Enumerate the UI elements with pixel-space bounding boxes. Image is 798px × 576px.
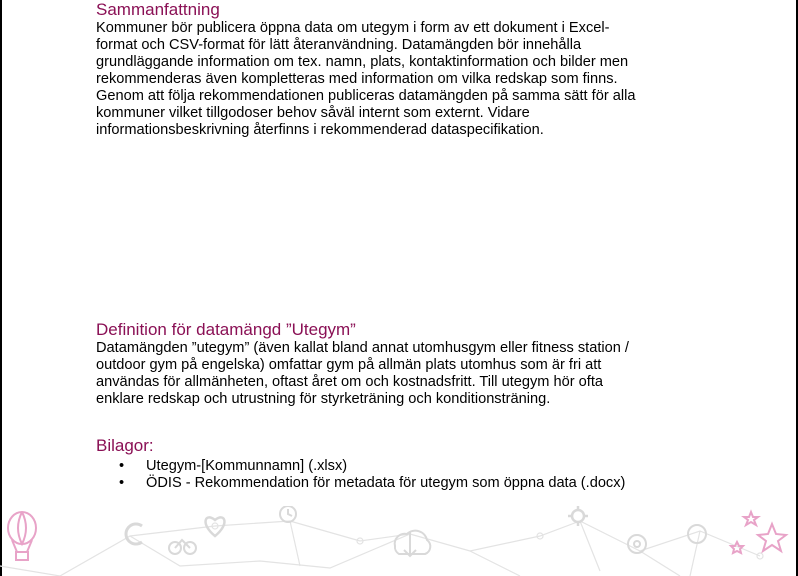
- summary-line: informationsbeskrivning återfinns i rekommenderad dataspecifikation.: [96, 122, 544, 138]
- summary-line: grundläggande information om tex. namn, plats, kontaktinformation och bilder men: [96, 54, 629, 70]
- summary-line: Kommuner bör publicera öppna data om utegym i form av ett dokument i Excel-: [96, 20, 610, 36]
- clock-icon: [280, 506, 296, 522]
- attachments-list: [96, 458, 716, 492]
- attachment-item-xlsx: [119, 458, 716, 475]
- attachment-label: Utegym-[Kommunnamn] (.xlsx): [146, 458, 348, 474]
- summary-section: [96, 0, 716, 139]
- summary-line: format och CSV-format för lätt återanvändning. Datamängden bör innehålla: [96, 37, 582, 53]
- hot-air-balloon-icon: [8, 512, 36, 560]
- summary-line: kommuner vilket tillgodoser behov såväl internt som externt. Vidare: [96, 105, 530, 121]
- star-icon: [731, 512, 786, 553]
- bullet: •: [119, 475, 125, 491]
- definition-heading: Definition för datamängd ”Utegym”: [96, 320, 356, 339]
- definition-line: användas för allmänheten, oftast året om och kostnadsfritt. Till utegym hör ofta: [96, 374, 603, 390]
- definition-section: [96, 320, 716, 408]
- definition-paragraph: [96, 340, 716, 408]
- bicycle-icon: [169, 540, 196, 554]
- location-icon: [628, 525, 706, 553]
- summary-line: rekommenderas även kompletteras med information om vilka redskap som finns.: [96, 71, 618, 87]
- definition-line: Datamängden ”utegym” (även kallat bland annat utomhusgym eller fitness station /: [96, 340, 629, 356]
- summary-paragraph: [96, 20, 716, 139]
- definition-line: outdoor gym på engelska) omfattar gym på allmän plats utomhus som är fri att: [96, 357, 602, 373]
- bullet: •: [119, 458, 125, 474]
- attachment-item-docx: [119, 475, 716, 492]
- footer-decoration: [0, 506, 798, 576]
- summary-heading: Sammanfattning: [96, 0, 220, 19]
- summary-line: Genom att följa rekommendationen publiceras datamängden på samma sätt för alla: [96, 88, 636, 104]
- refresh-icon: [126, 524, 142, 544]
- page-border-left: [0, 0, 2, 576]
- footer-illustration: [0, 506, 798, 576]
- attachments-heading: Bilagor:: [96, 436, 154, 455]
- network-lines: [0, 521, 763, 576]
- attachment-label: ÖDIS - Rekommendation för metadata för utegym som öppna data (.docx): [146, 475, 626, 491]
- definition-line: enklare redskap och utrustning för styrketräning och konditionsträning.: [96, 391, 551, 407]
- attachments-section: [96, 436, 716, 492]
